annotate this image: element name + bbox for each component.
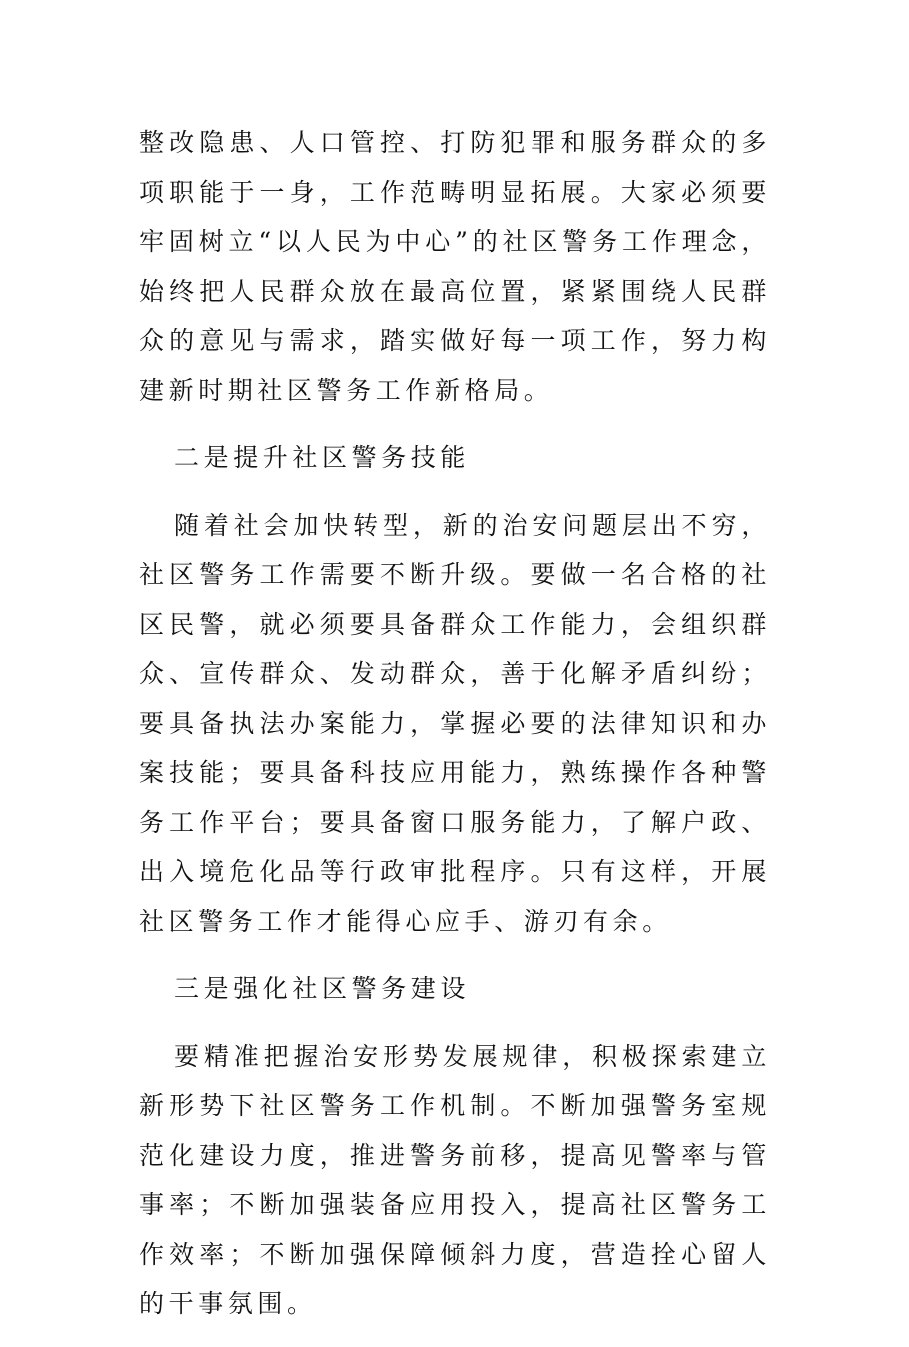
paragraph-skills: 随着社会加快转型，新的治安问题层出不穷，社区警务工作需要不断升级。要做一名合格的社区民警，就必须要具备群众工作能力，会组织群众、宣传群众、发动群众，善于化解矛盾纠纷；要具备执法办案能力，掌握必要的法律知识和办案技能；要具备科技应用能力，熟练操作各种警务工作平台；要具备窗口服务能力，了解户政、出入境危化品等行政审批程序。只有这样，开展社区警务工作才能得心应手、游刃有余。: [139, 510, 771, 936]
document-body: [139, 118, 771, 1347]
paragraph-construction: 要精准把握治安形势发展规律，积极探索建立新形势下社区警务工作机制。不断加强警务室规范化建设力度，推进警务前移，提高见警率与管事率；不断加强装备应用投入，提高社区警务工作效率；不断加强保障倾斜力度，营造拴心留人的干事氛围。: [139, 1041, 771, 1318]
section-heading-2: 二是提升社区警务技能: [174, 443, 471, 472]
section-heading-3: 三是强化社区警务建设: [174, 974, 471, 1003]
paragraph-continued: 整改隐患、人口管控、打防犯罪和服务群众的多项职能于一身，工作范畴明显拓展。大家必须要牢固树立“以人民为中心”的社区警务工作理念，始终把人民群众放在最高位置，紧紧围绕人民群众的意见与需求，踏实做好每一项工作，努力构建新时期社区警务工作新格局。: [139, 128, 771, 405]
